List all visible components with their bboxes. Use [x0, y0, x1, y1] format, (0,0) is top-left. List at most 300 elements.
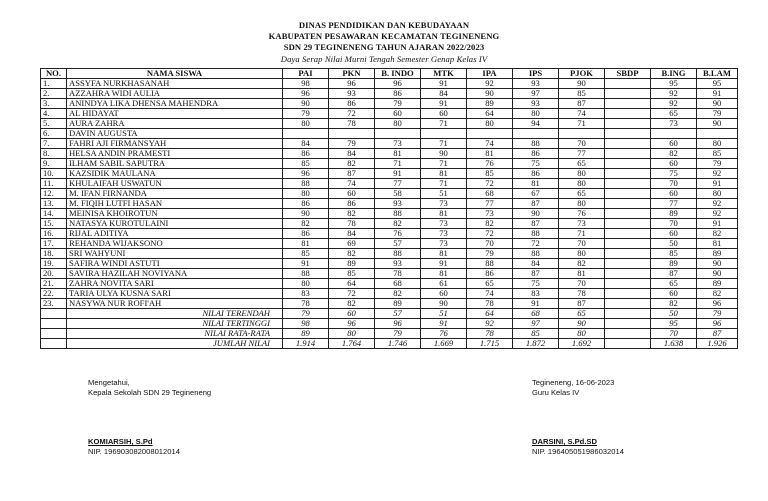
grade-cell: 65	[559, 159, 605, 169]
row-number: 19.	[41, 259, 67, 269]
grade-cell	[605, 79, 651, 89]
grade-cell: 86	[283, 229, 329, 239]
grade-cell: 86	[467, 269, 513, 279]
grade-cell: 81	[283, 239, 329, 249]
grade-cell: 96	[375, 79, 421, 89]
grade-cell: 79	[283, 109, 329, 119]
grade-cell: 84	[329, 149, 375, 159]
grade-cell: 85	[283, 249, 329, 259]
table-row	[41, 159, 738, 169]
grade-cell: 71	[421, 119, 467, 129]
student-name: NATASYA KUROTULAINI	[67, 219, 283, 229]
grade-cell: 86	[513, 169, 559, 179]
grade-cell	[605, 289, 651, 299]
grade-cell: 93	[513, 99, 559, 109]
grade-cell: 88	[513, 229, 559, 239]
grade-cell: 73	[651, 119, 697, 129]
row-number: 22.	[41, 289, 67, 299]
grade-cell: 79	[375, 99, 421, 109]
grade-cell: 82	[559, 259, 605, 269]
grade-cell: 90	[697, 269, 738, 279]
grade-cell: 72	[329, 109, 375, 119]
grade-cell: 78	[329, 219, 375, 229]
grade-cell: 86	[329, 199, 375, 209]
grade-cell: 89	[651, 209, 697, 219]
grade-cell	[605, 219, 651, 229]
grade-cell: 73	[421, 219, 467, 229]
grade-cell: 64	[467, 109, 513, 119]
grade-cell: 74	[329, 179, 375, 189]
grade-cell: 60	[651, 289, 697, 299]
summary-value: 70	[651, 329, 697, 339]
grade-cell: 91	[421, 259, 467, 269]
grade-cell	[559, 129, 605, 139]
grade-cell: 87	[651, 269, 697, 279]
grade-cell: 60	[375, 109, 421, 119]
grade-cell: 72	[467, 179, 513, 189]
column-header: PAI	[283, 69, 329, 79]
column-header: B. INDO	[375, 69, 421, 79]
student-name: KAZSIDIK MAULANA	[67, 169, 283, 179]
summary-value: 57	[375, 309, 421, 319]
student-name: AZZAHRA WIDI AULIA	[67, 89, 283, 99]
grade-cell	[605, 259, 651, 269]
grade-cell	[375, 129, 421, 139]
row-number: 5.	[41, 119, 67, 129]
grade-cell: 71	[559, 119, 605, 129]
grade-cell: 80	[697, 139, 738, 149]
header-line-3: SDN 29 TEGINENENG TAHUN AJARAN 2022/2023	[283, 42, 485, 52]
grade-cell: 91	[421, 99, 467, 109]
summary-value: 89	[283, 329, 329, 339]
row-number: 15.	[41, 219, 67, 229]
table-row	[41, 209, 738, 219]
student-name: RIJAL ADITIYA	[67, 229, 283, 239]
grade-cell: 78	[329, 119, 375, 129]
student-name: SAVIRA HAZILAH NOVIYANA	[67, 269, 283, 279]
grade-cell: 80	[467, 119, 513, 129]
grade-cell: 77	[559, 149, 605, 159]
grade-cell: 75	[513, 279, 559, 289]
grade-cell: 58	[375, 189, 421, 199]
grade-cell	[605, 89, 651, 99]
grade-cell: 91	[513, 299, 559, 309]
grade-cell: 85	[697, 149, 738, 159]
grade-cell	[605, 209, 651, 219]
grade-cell: 82	[329, 159, 375, 169]
summary-value: 50	[651, 309, 697, 319]
grade-cell: 92	[697, 199, 738, 209]
student-name: DAVIN AUGUSTA	[67, 129, 283, 139]
grade-cell: 73	[559, 219, 605, 229]
grade-cell: 77	[375, 179, 421, 189]
grade-cell: 60	[651, 229, 697, 239]
grade-cell: 61	[421, 279, 467, 289]
grade-cell	[467, 129, 513, 139]
grade-cell: 81	[421, 249, 467, 259]
grade-cell: 84	[513, 259, 559, 269]
grade-cell: 90	[421, 149, 467, 159]
header-line-2: KABUPATEN PESAWARAN KECAMATAN TEGINENENG	[268, 31, 500, 41]
grade-cell: 80	[559, 179, 605, 189]
grade-cell	[605, 279, 651, 289]
table-row	[41, 99, 738, 109]
student-name: REHANDA WIJAKSONO	[67, 239, 283, 249]
summary-value	[605, 309, 651, 319]
student-name: SAFIRA WINDI ASTUTI	[67, 259, 283, 269]
grade-cell: 90	[697, 259, 738, 269]
grade-cell: 65	[467, 279, 513, 289]
student-name: TARIA ULYA KUSNA SARI	[67, 289, 283, 299]
table-header-row	[41, 69, 738, 79]
grade-cell: 84	[283, 139, 329, 149]
grade-cell: 91	[421, 79, 467, 89]
grade-cell: 86	[513, 149, 559, 159]
summary-label: NILAI RATA-RATA	[67, 329, 283, 339]
grade-cell	[421, 129, 467, 139]
student-name: FAHRI AJI FIRMANSYAH	[67, 139, 283, 149]
grade-cell: 73	[467, 209, 513, 219]
table-row	[41, 139, 738, 149]
row-number: 21.	[41, 279, 67, 289]
grade-cell: 87	[329, 169, 375, 179]
grade-cell: 88	[375, 209, 421, 219]
grade-cell: 74	[559, 109, 605, 119]
summary-value: 64	[467, 309, 513, 319]
table-row	[41, 179, 738, 189]
grade-cell: 93	[375, 259, 421, 269]
grade-cell: 81	[421, 269, 467, 279]
grade-cell: 94	[513, 119, 559, 129]
grade-cell: 72	[513, 239, 559, 249]
grade-cell: 93	[513, 79, 559, 89]
student-name: HELSA ANDIN PRAMESTI	[67, 149, 283, 159]
student-name: SRI WAHYUNI	[67, 249, 283, 259]
grade-cell	[605, 229, 651, 239]
grade-cell: 81	[697, 239, 738, 249]
row-number: 14.	[41, 209, 67, 219]
grade-cell: 86	[329, 99, 375, 109]
grade-cell: 81	[421, 209, 467, 219]
grade-cell: 60	[651, 139, 697, 149]
grade-cell: 80	[559, 169, 605, 179]
summary-value: 96	[329, 319, 375, 329]
table-row	[41, 149, 738, 159]
grade-cell	[605, 159, 651, 169]
grade-cell: 80	[283, 189, 329, 199]
grade-cell: 86	[283, 199, 329, 209]
grade-cell: 71	[421, 179, 467, 189]
summary-row	[41, 329, 738, 339]
grade-cell: 91	[375, 169, 421, 179]
grade-cell: 92	[467, 79, 513, 89]
summary-value: 76	[421, 329, 467, 339]
grade-cell: 98	[283, 79, 329, 89]
grade-cell: 90	[697, 99, 738, 109]
left-sig-nip: NIP. 196903082008012014	[88, 447, 180, 456]
summary-row	[41, 339, 738, 349]
left-signature-name-block	[88, 437, 180, 456]
grade-cell: 85	[283, 159, 329, 169]
column-header: IPS	[513, 69, 559, 79]
grade-cell: 90	[559, 79, 605, 89]
grade-cell: 89	[375, 299, 421, 309]
grade-cell: 82	[329, 209, 375, 219]
grade-cell: 93	[329, 89, 375, 99]
grade-cell: 82	[283, 219, 329, 229]
grade-cell: 82	[375, 219, 421, 229]
student-name: M. FIQIH LUTFI HASAN	[67, 199, 283, 209]
column-header: B.ING	[651, 69, 697, 79]
grade-cell: 97	[513, 89, 559, 99]
right-sig-nip: NIP. 196405051986032014	[532, 447, 624, 456]
summary-value: 80	[329, 329, 375, 339]
grade-cell: 80	[283, 279, 329, 289]
left-sig-name: KOMIARSIH, S.Pd	[88, 437, 153, 446]
grade-cell: 73	[421, 239, 467, 249]
row-number: 17.	[41, 239, 67, 249]
grade-cell: 90	[697, 119, 738, 129]
grade-cell: 73	[375, 139, 421, 149]
summary-value: 51	[421, 309, 467, 319]
grade-cell: 71	[421, 139, 467, 149]
grade-cell	[605, 269, 651, 279]
grade-cell: 82	[697, 289, 738, 299]
grade-cell: 82	[697, 229, 738, 239]
grade-cell: 76	[467, 159, 513, 169]
grade-cell: 65	[651, 279, 697, 289]
grade-cell: 82	[329, 249, 375, 259]
table-row	[41, 279, 738, 289]
row-number: 6.	[41, 129, 67, 139]
grade-cell: 67	[513, 189, 559, 199]
student-name: ZAHRA NOVITA SARI	[67, 279, 283, 289]
grade-cell	[605, 179, 651, 189]
grade-cell	[283, 129, 329, 139]
summary-value: 91	[421, 319, 467, 329]
summary-value: 1.914	[283, 339, 329, 349]
row-number: 16.	[41, 229, 67, 239]
student-name: AL HIDAYAT	[67, 109, 283, 119]
summary-value: 80	[559, 329, 605, 339]
grade-cell: 87	[513, 219, 559, 229]
grade-cell	[605, 119, 651, 129]
grade-cell: 75	[651, 169, 697, 179]
table-row	[41, 199, 738, 209]
column-header: IPA	[467, 69, 513, 79]
summary-value: 90	[559, 319, 605, 329]
grade-cell: 70	[651, 219, 697, 229]
column-header: NO.	[41, 69, 67, 79]
grade-cell	[605, 299, 651, 309]
grade-cell: 90	[513, 209, 559, 219]
grade-cell: 81	[421, 169, 467, 179]
column-header: PJOK	[559, 69, 605, 79]
grade-cell	[605, 139, 651, 149]
grade-cell: 83	[283, 289, 329, 299]
summary-value	[605, 339, 651, 349]
left-sig-line1: Mengetahui,	[88, 378, 130, 387]
grade-cell: 82	[651, 299, 697, 309]
grade-cell: 96	[283, 169, 329, 179]
summary-value: 79	[375, 329, 421, 339]
row-number: 20.	[41, 269, 67, 279]
grade-cell: 87	[513, 269, 559, 279]
table-row	[41, 269, 738, 279]
summary-value: 98	[283, 319, 329, 329]
summary-value: 1.638	[651, 339, 697, 349]
summary-row	[41, 309, 738, 319]
grade-cell: 60	[421, 109, 467, 119]
grade-cell: 80	[375, 119, 421, 129]
grade-cell: 77	[651, 199, 697, 209]
right-sig-line2: Guru Kelas IV	[532, 388, 580, 397]
grade-cell: 84	[329, 229, 375, 239]
student-name: ANINDYA LIKA DHENSA MAHENDRA	[67, 99, 283, 109]
student-name: AURA ZAHRA	[67, 119, 283, 129]
grade-cell	[605, 199, 651, 209]
grade-cell: 72	[329, 289, 375, 299]
grade-cell: 80	[283, 119, 329, 129]
grade-cell: 60	[421, 289, 467, 299]
summary-blank-cell	[41, 309, 67, 319]
grade-cell: 73	[421, 199, 467, 209]
right-sig-line1: Tegineneng, 16-06-2023	[532, 378, 615, 387]
grade-cell: 82	[375, 289, 421, 299]
summary-value: 95	[651, 319, 697, 329]
student-name: ASSYFA NURKHASANAH	[67, 79, 283, 89]
table-row	[41, 259, 738, 269]
grade-cell: 71	[559, 229, 605, 239]
grade-cell: 90	[283, 99, 329, 109]
grade-cell: 79	[467, 249, 513, 259]
grade-cell: 91	[283, 259, 329, 269]
row-number: 3.	[41, 99, 67, 109]
grade-cell: 80	[697, 189, 738, 199]
header-subtitle: Daya Serap Nilai Murni Tengah Semester Genap Kelas IV	[280, 54, 488, 64]
grade-cell	[605, 189, 651, 199]
grade-cell: 70	[559, 279, 605, 289]
table-row	[41, 169, 738, 179]
grade-cell: 78	[283, 299, 329, 309]
grade-cell: 81	[467, 149, 513, 159]
grade-cell: 88	[283, 179, 329, 189]
grade-cell: 50	[651, 239, 697, 249]
grade-cell: 93	[375, 199, 421, 209]
summary-value: 96	[697, 319, 738, 329]
row-number: 7.	[41, 139, 67, 149]
summary-value: 1.692	[559, 339, 605, 349]
grade-cell: 82	[651, 149, 697, 159]
summary-value: 92	[467, 319, 513, 329]
grade-cell: 60	[329, 189, 375, 199]
column-header: B.LAM	[697, 69, 738, 79]
grade-cell: 89	[697, 279, 738, 289]
grade-cell: 90	[467, 89, 513, 99]
table-row	[41, 189, 738, 199]
grade-cell: 86	[375, 89, 421, 99]
column-header: SBDP	[605, 69, 651, 79]
summary-value: 68	[513, 309, 559, 319]
grade-cell: 87	[513, 199, 559, 209]
grade-cell	[651, 129, 697, 139]
summary-value: 85	[513, 329, 559, 339]
grade-cell: 92	[651, 89, 697, 99]
grade-cell	[329, 129, 375, 139]
summary-blank-cell	[41, 329, 67, 339]
row-number: 1.	[41, 79, 67, 89]
grade-cell: 88	[467, 259, 513, 269]
grade-cell: 72	[467, 229, 513, 239]
grade-cell: 68	[375, 279, 421, 289]
grade-cell: 76	[375, 229, 421, 239]
summary-value	[605, 329, 651, 339]
summary-value: 1.746	[375, 339, 421, 349]
grade-cell: 70	[467, 239, 513, 249]
student-name: ILHAM SABIL SAPUTRA	[67, 159, 283, 169]
table-row	[41, 229, 738, 239]
summary-value: 97	[513, 319, 559, 329]
summary-blank-cell	[41, 339, 67, 349]
grade-cell: 95	[697, 79, 738, 89]
summary-value: 79	[283, 309, 329, 319]
grade-cell: 74	[467, 139, 513, 149]
grade-cell: 89	[467, 99, 513, 109]
grade-cell: 83	[513, 289, 559, 299]
grade-cell: 78	[467, 299, 513, 309]
summary-row	[41, 319, 738, 329]
summary-value: 1.764	[329, 339, 375, 349]
grade-cell: 80	[559, 249, 605, 259]
grade-cell: 89	[697, 249, 738, 259]
summary-value	[605, 319, 651, 329]
grade-cell: 80	[513, 109, 559, 119]
row-number: 2.	[41, 89, 67, 99]
grade-cell: 91	[697, 89, 738, 99]
grade-cell: 81	[559, 269, 605, 279]
grade-cell: 60	[651, 189, 697, 199]
grade-cell: 71	[375, 159, 421, 169]
grades-table	[40, 68, 738, 349]
right-signature-block	[532, 378, 614, 397]
grade-cell: 88	[513, 139, 559, 149]
student-name: M. IFAN FIRNANDA	[67, 189, 283, 199]
grade-cell: 51	[421, 189, 467, 199]
right-sig-name: DARSINI, S.Pd.SD	[532, 437, 597, 446]
grade-cell: 86	[283, 149, 329, 159]
grade-cell	[605, 169, 651, 179]
grade-cell: 85	[651, 249, 697, 259]
grade-cell: 92	[651, 99, 697, 109]
table-row	[41, 289, 738, 299]
grade-cell: 78	[375, 269, 421, 279]
left-sig-line2: Kepala Sekolah SDN 29 Tegineneng	[88, 388, 212, 397]
grade-cell: 79	[697, 109, 738, 119]
table-row	[41, 239, 738, 249]
grade-cell: 80	[559, 199, 605, 209]
grade-cell: 89	[651, 259, 697, 269]
student-name: KHULAIFAH USWATUN	[67, 179, 283, 189]
grade-cell: 74	[467, 289, 513, 299]
grade-cell: 73	[421, 229, 467, 239]
grade-cell: 79	[329, 139, 375, 149]
grade-cell: 79	[697, 159, 738, 169]
grade-cell: 96	[329, 79, 375, 89]
grade-cell: 88	[375, 249, 421, 259]
grade-cell: 69	[329, 239, 375, 249]
row-number: 12.	[41, 189, 67, 199]
grade-cell: 85	[329, 269, 375, 279]
